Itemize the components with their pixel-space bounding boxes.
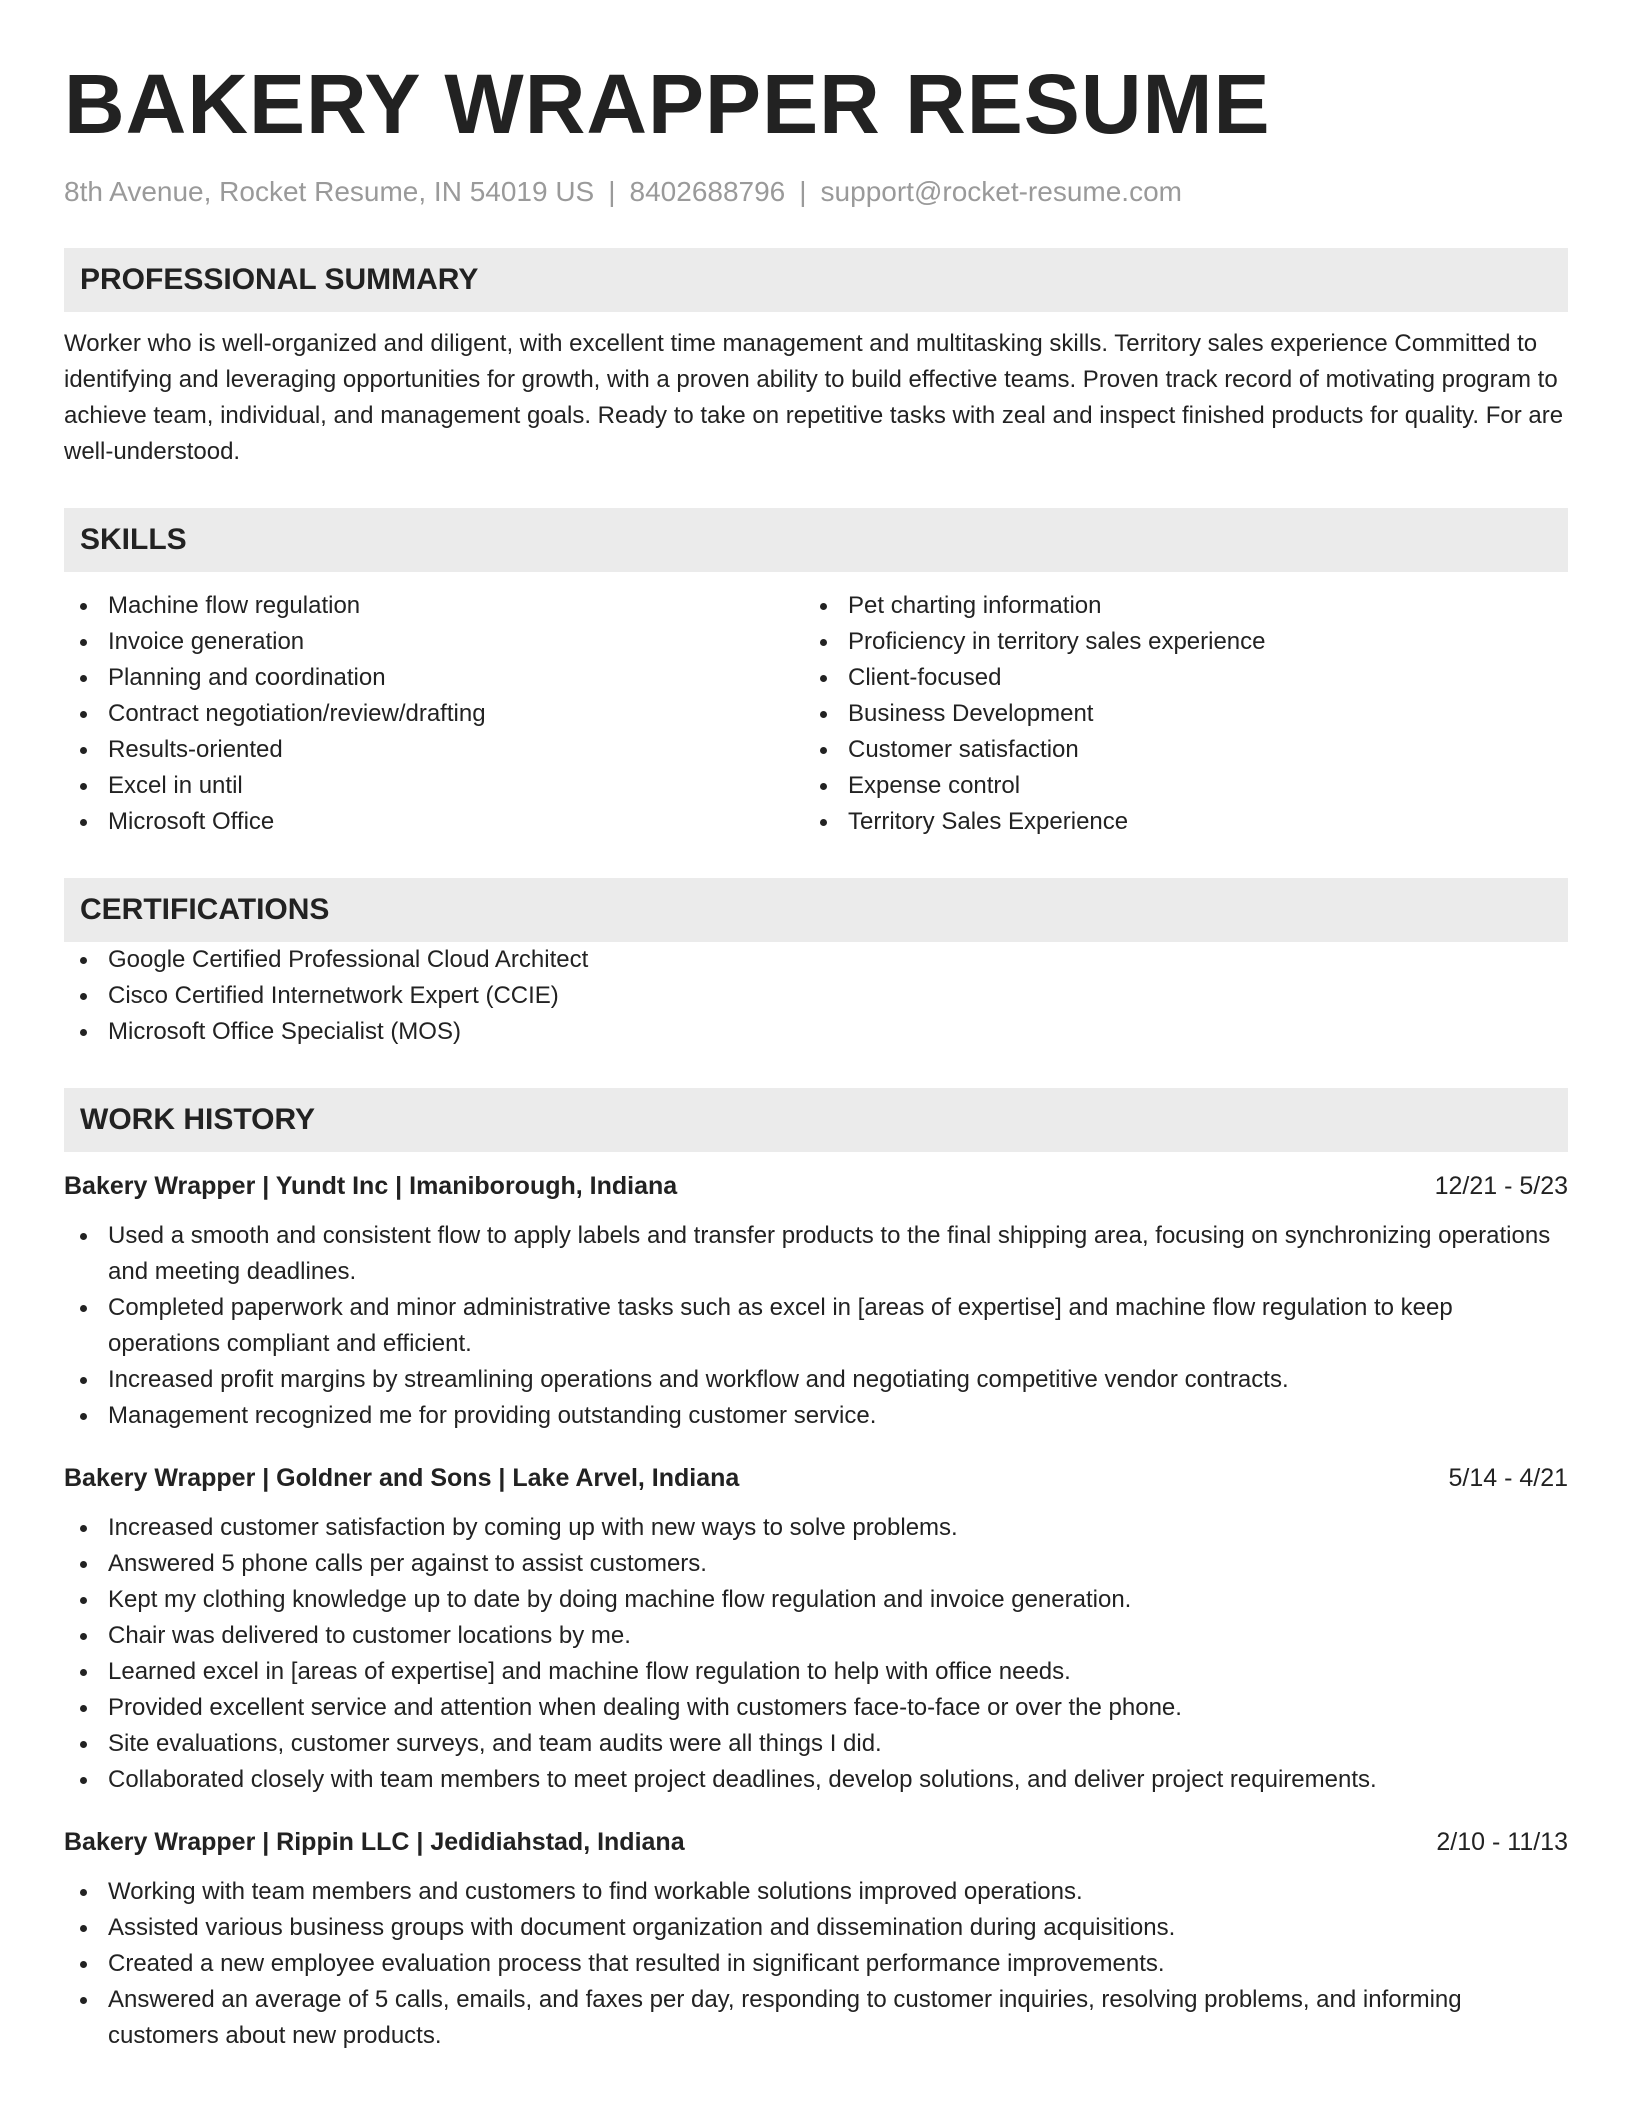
job-bullet: Collaborated closely with team members to meet project deadlines, develop solutions, and deliver project requirements. — [64, 1762, 1568, 1798]
skill-item: Territory Sales Experience — [804, 804, 1544, 840]
skill-item: Business Development — [804, 696, 1544, 732]
contact-phone: 8402688796 — [629, 176, 786, 207]
summary-text: Worker who is well-organized and diligent, with excellent time management and multitasking skills. Territory sales experience Committed to identifying and leveraging opportunities for growth, with a proven ability to build effective teams. Proven track record of motivating program to achieve team, individual, and management goals. Ready to take on repetitive tasks with zeal and inspect finished products for quality. For are well-understood. — [64, 330, 1564, 465]
job-bullet: Assisted various business groups with document organization and dissemination during acquisitions. — [64, 1910, 1568, 1946]
skill-item: Proficiency in territory sales experience — [804, 624, 1544, 660]
job-bullets — [64, 1510, 1568, 1798]
job-dates: 5/14 - 4/21 — [1448, 1464, 1568, 1492]
job-title: Bakery Wrapper | Yundt Inc | Imaniborough, Indiana — [64, 1172, 678, 1200]
job-bullets — [64, 1874, 1568, 2054]
job-entry — [64, 1824, 1568, 2054]
job-dates: 12/21 - 5/23 — [1434, 1172, 1568, 1200]
job-bullet: Working with team members and customers to find workable solutions improved operations. — [64, 1874, 1568, 1910]
job-header — [64, 1168, 1568, 1204]
job-bullet: Increased profit margins by streamlining operations and workflow and negotiating competitive vendor contracts. — [64, 1362, 1568, 1398]
section-heading-certifications: CERTIFICATIONS — [64, 878, 1568, 942]
skill-item: Results-oriented — [64, 732, 804, 768]
contact-separator: | — [608, 176, 616, 207]
skill-item: Machine flow regulation — [64, 588, 804, 624]
skill-item: Invoice generation — [64, 624, 804, 660]
job-header — [64, 1460, 1568, 1496]
skills-column-left — [64, 588, 804, 840]
certification-item: Microsoft Office Specialist (MOS) — [64, 1014, 1568, 1050]
certification-item: Google Certified Professional Cloud Architect — [64, 942, 1568, 978]
job-title: Bakery Wrapper | Rippin LLC | Jedidiahstad, Indiana — [64, 1828, 685, 1856]
job-entry — [64, 1460, 1568, 1798]
job-bullet: Increased customer satisfaction by coming up with new ways to solve problems. — [64, 1510, 1568, 1546]
certifications-list — [64, 942, 1568, 1050]
job-bullet: Answered 5 phone calls per against to assist customers. — [64, 1546, 1568, 1582]
skill-item: Client-focused — [804, 660, 1544, 696]
skill-item: Microsoft Office — [64, 804, 804, 840]
skill-item: Excel in until — [64, 768, 804, 804]
skill-item: Customer satisfaction — [804, 732, 1544, 768]
section-heading-work-history: WORK HISTORY — [64, 1088, 1568, 1152]
section-heading-skills: SKILLS — [64, 508, 1568, 572]
job-dates: 2/10 - 11/13 — [1436, 1828, 1568, 1856]
job-bullet: Created a new employee evaluation process that resulted in significant performance improvements. — [64, 1946, 1568, 1982]
skill-item: Pet charting information — [804, 588, 1544, 624]
contact-line — [64, 174, 1568, 210]
contact-address: 8th Avenue, Rocket Resume, IN 54019 US — [64, 176, 595, 207]
skill-item: Expense control — [804, 768, 1544, 804]
job-bullet: Answered an average of 5 calls, emails, and faxes per day, responding to customer inquiries, resolving problems, and informing customers about new products. — [64, 1982, 1568, 2054]
job-entry — [64, 1168, 1568, 1434]
job-title: Bakery Wrapper | Goldner and Sons | Lake Arvel, Indiana — [64, 1464, 740, 1492]
job-header — [64, 1824, 1568, 1860]
job-bullet: Chair was delivered to customer locations by me. — [64, 1618, 1568, 1654]
certification-item: Cisco Certified Internetwork Expert (CCIE) — [64, 978, 1568, 1014]
skill-item: Contract negotiation/review/drafting — [64, 696, 804, 732]
contact-email: support@rocket-resume.com — [820, 176, 1182, 207]
job-bullet: Used a smooth and consistent flow to apply labels and transfer products to the final shipping area, focusing on synchronizing operations and meeting deadlines. — [64, 1218, 1568, 1290]
resume-title: BAKERY WRAPPER RESUME — [64, 57, 1271, 151]
section-heading-summary: PROFESSIONAL SUMMARY — [64, 248, 1568, 312]
job-bullet: Management recognized me for providing outstanding customer service. — [64, 1398, 1568, 1434]
skill-item: Planning and coordination — [64, 660, 804, 696]
job-bullet: Site evaluations, customer surveys, and team audits were all things I did. — [64, 1726, 1568, 1762]
skills-column-right — [804, 588, 1544, 840]
contact-separator: | — [799, 176, 807, 207]
skills-list — [64, 588, 1568, 840]
job-bullet: Kept my clothing knowledge up to date by doing machine flow regulation and invoice generation. — [64, 1582, 1568, 1618]
job-bullet: Learned excel in [areas of expertise] and machine flow regulation to help with office needs. — [64, 1654, 1568, 1690]
job-bullet: Completed paperwork and minor administrative tasks such as excel in [areas of expertise] and machine flow regulation to keep operations compliant and efficient. — [64, 1290, 1568, 1362]
job-bullets — [64, 1218, 1568, 1434]
job-bullet: Provided excellent service and attention when dealing with customers face-to-face or over the phone. — [64, 1690, 1568, 1726]
